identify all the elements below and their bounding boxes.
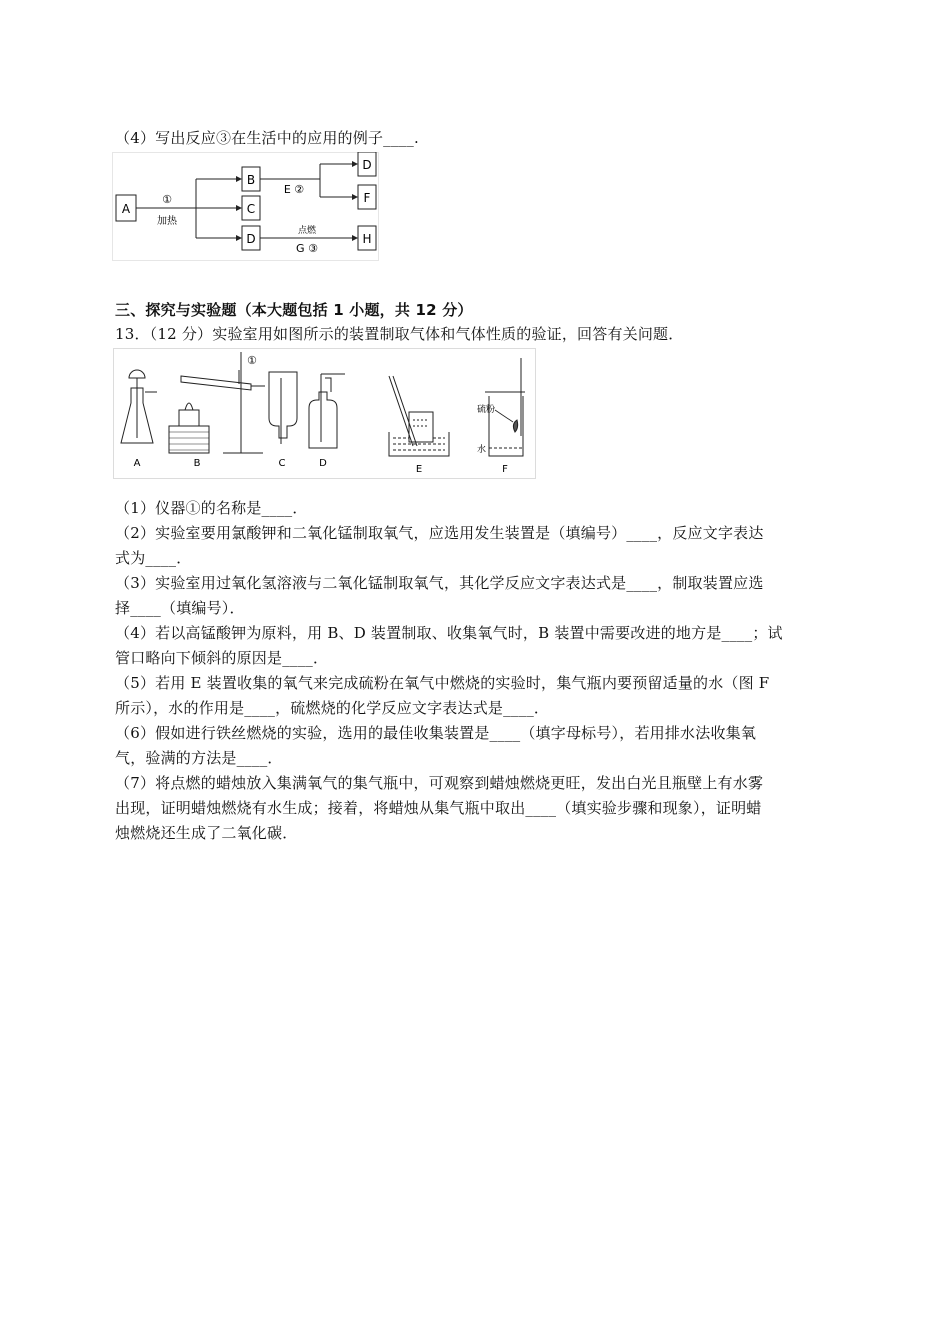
label-e: E [415,464,423,475]
node-d-label: D [246,232,256,246]
label-f-powder: 硫粉 [477,405,496,415]
sub-question-6: （6）假如进行铁丝燃烧的实验，选用的最佳收集装置是____（填字母标号），若用排水法收集氧 [115,724,757,742]
question-4-text: （4）写出反应③在生活中的应用的例子____. [115,129,419,147]
sub-question-3-cont: 择____（填编号）． [115,599,245,617]
arrow3-label: G ③ [296,242,318,255]
node-h-label: H [362,232,372,246]
arrow1-condition: 加热 [157,216,177,227]
label-f: F [502,464,508,475]
node-a-label: A [121,202,131,216]
sub-question-7-end: 烛燃烧还生成了二氧化碳． [115,824,298,842]
arrow3-condition: 点燃 [297,226,317,236]
label-b: B [193,458,201,469]
sub-question-5: （5）若用 E 装置收集的氧气来完成硫粉在氧气中燃烧的实验时，集气瓶内要预留适量的水（图 F [115,674,770,692]
reaction-flow-diagram [112,152,380,262]
sub-question-2: （2）实验室要用氯酸钾和二氧化锰制取氧气，应选用发生装置是（填编号）____，反应文字表达 [115,524,764,542]
sub-question-3: （3）实验室用过氧化氢溶液与二氧化锰制取氧气，其化学反应文字表达式是____，制取装置应选 [115,574,764,592]
arrow1-label: ① [162,193,172,206]
label-f-water: 水 [477,445,487,455]
sub-question-5-cont: 所示），水的作用是____，硫燃烧的化学反应文字表达式是____． [115,699,550,717]
node-b-label: B [246,173,256,187]
label-marker: ① [247,354,257,367]
sub-question-7-cont: 出现，证明蜡烛燃烧有水生成；接着，将蜡烛从集气瓶中取出____（填实验步骤和现象），证明蜡 [115,799,762,817]
section-title: 三、探究与实验题（本大题包括 1 小题，共 12 分） [115,301,473,319]
label-d: D [319,458,327,469]
sub-question-2-cont: 式为____． [115,549,192,567]
node-c-label: C [246,202,256,216]
node-d-product-label: D [362,158,372,172]
question-13-intro: 13．（12 分）实验室用如图所示的装置制取气体和气体性质的验证，回答有关问题． [115,325,684,343]
sub-question-6-cont: 气，验满的方法是____． [115,749,283,767]
label-c: C [278,458,286,469]
apparatus-figure [113,348,537,480]
label-a: A [133,458,141,469]
sub-question-1: （1）仪器①的名称是____． [115,499,308,517]
sub-question-4-cont: 管口略向下倾斜的原因是____． [115,649,329,667]
node-f-label: F [363,191,371,205]
arrow2-label: E ② [283,183,305,196]
sub-question-7: （7）将点燃的蜡烛放入集满氧气的集气瓶中，可观察到蜡烛燃烧更旺，发出白光且瓶壁上有水雾 [115,774,764,792]
sub-question-4: （4）若以高锰酸钾为原料，用 B、D 装置制取、收集氧气时，B 装置中需要改进的地方是____；试 [115,624,783,642]
